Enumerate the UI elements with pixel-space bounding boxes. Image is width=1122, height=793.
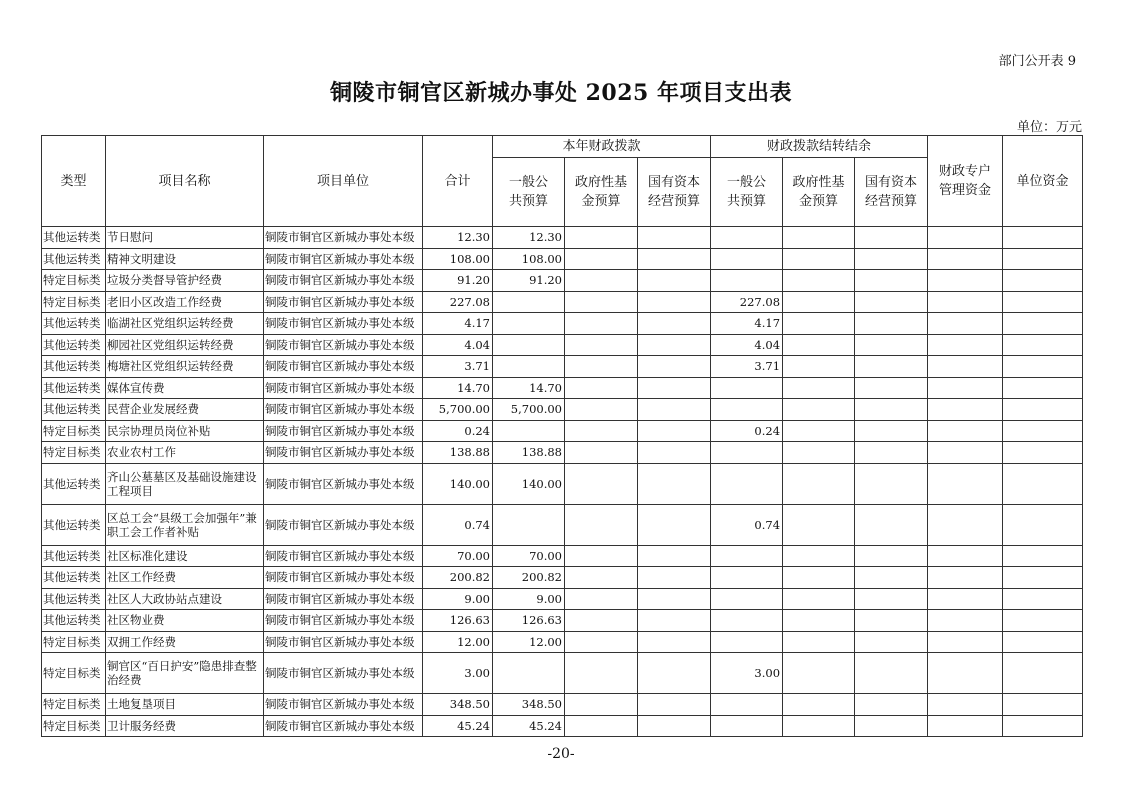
cell-total: 200.82 bbox=[423, 567, 493, 589]
cell-co-state-capital bbox=[855, 694, 928, 716]
cell-co-general-budget: 3.00 bbox=[711, 653, 783, 694]
table-row bbox=[42, 420, 1083, 442]
cell-unit-fund bbox=[1003, 227, 1083, 249]
cell-cy-general-budget: 45.24 bbox=[493, 715, 565, 737]
table-row bbox=[42, 588, 1083, 610]
cell-cy-state-capital bbox=[638, 694, 711, 716]
cell-co-gov-fund bbox=[783, 227, 855, 249]
cell-project-unit: 铜陵市铜官区新城办事处本级 bbox=[264, 270, 423, 292]
cell-co-state-capital bbox=[855, 420, 928, 442]
cell-cy-state-capital bbox=[638, 631, 711, 653]
cell-project-name: 临湖社区党组织运转经费 bbox=[106, 313, 264, 335]
cell-cy-general-budget bbox=[493, 504, 565, 545]
cell-unit-fund bbox=[1003, 463, 1083, 504]
cell-total: 14.70 bbox=[423, 377, 493, 399]
cell-co-general-budget: 4.17 bbox=[711, 313, 783, 335]
cell-cy-state-capital bbox=[638, 715, 711, 737]
cell-cy-state-capital bbox=[638, 270, 711, 292]
cell-project-name: 农业农村工作 bbox=[106, 442, 264, 464]
cell-project-unit: 铜陵市铜官区新城办事处本级 bbox=[264, 420, 423, 442]
cell-type: 特定目标类 bbox=[42, 442, 106, 464]
cell-cy-state-capital bbox=[638, 463, 711, 504]
cell-total: 4.04 bbox=[423, 334, 493, 356]
cell-type: 其他运转类 bbox=[42, 610, 106, 632]
cell-co-general-budget bbox=[711, 227, 783, 249]
cell-unit-fund bbox=[1003, 248, 1083, 270]
cell-project-unit: 铜陵市铜官区新城办事处本级 bbox=[264, 631, 423, 653]
header-carryover-group: 财政拨款结转结余 bbox=[711, 136, 928, 158]
cell-cy-general-budget bbox=[493, 356, 565, 378]
cell-unit-fund bbox=[1003, 715, 1083, 737]
cell-cy-gov-fund bbox=[565, 291, 638, 313]
cell-cy-state-capital bbox=[638, 567, 711, 589]
cell-cy-gov-fund bbox=[565, 694, 638, 716]
cell-cy-state-capital bbox=[638, 227, 711, 249]
cell-cy-gov-fund bbox=[565, 631, 638, 653]
cell-co-state-capital bbox=[855, 610, 928, 632]
cell-co-general-budget bbox=[711, 270, 783, 292]
cell-co-state-capital bbox=[855, 653, 928, 694]
cell-special-fund bbox=[928, 248, 1003, 270]
cell-co-state-capital bbox=[855, 567, 928, 589]
project-expenditure-table bbox=[41, 135, 1083, 737]
cell-cy-gov-fund bbox=[565, 588, 638, 610]
cell-co-general-budget: 3.71 bbox=[711, 356, 783, 378]
cell-co-general-budget bbox=[711, 631, 783, 653]
table-row bbox=[42, 248, 1083, 270]
cell-cy-state-capital bbox=[638, 334, 711, 356]
cell-co-gov-fund bbox=[783, 631, 855, 653]
cell-cy-gov-fund bbox=[565, 442, 638, 464]
cell-co-gov-fund bbox=[783, 567, 855, 589]
cell-cy-general-budget: 348.50 bbox=[493, 694, 565, 716]
table-row bbox=[42, 442, 1083, 464]
header-current-year-group: 本年财政拨款 bbox=[493, 136, 711, 158]
cell-cy-state-capital bbox=[638, 504, 711, 545]
cell-total: 126.63 bbox=[423, 610, 493, 632]
cell-project-unit: 铜陵市铜官区新城办事处本级 bbox=[264, 377, 423, 399]
cell-cy-general-budget: 140.00 bbox=[493, 463, 565, 504]
cell-cy-state-capital bbox=[638, 399, 711, 421]
cell-type: 特定目标类 bbox=[42, 631, 106, 653]
cell-project-unit: 铜陵市铜官区新城办事处本级 bbox=[264, 291, 423, 313]
cell-project-unit: 铜陵市铜官区新城办事处本级 bbox=[264, 567, 423, 589]
cell-co-gov-fund bbox=[783, 588, 855, 610]
cell-co-gov-fund bbox=[783, 399, 855, 421]
cell-co-state-capital bbox=[855, 442, 928, 464]
cell-type: 其他运转类 bbox=[42, 588, 106, 610]
cell-project-name: 社区人大政协站点建设 bbox=[106, 588, 264, 610]
cell-co-general-budget bbox=[711, 610, 783, 632]
cell-project-name: 齐山公墓墓区及基础设施建设工程项目 bbox=[106, 463, 264, 504]
cell-project-name: 社区物业费 bbox=[106, 610, 264, 632]
cell-type: 特定目标类 bbox=[42, 270, 106, 292]
cell-cy-general-budget: 70.00 bbox=[493, 545, 565, 567]
cell-unit-fund bbox=[1003, 545, 1083, 567]
cell-total: 45.24 bbox=[423, 715, 493, 737]
cell-co-state-capital bbox=[855, 399, 928, 421]
cell-total: 108.00 bbox=[423, 248, 493, 270]
cell-special-fund bbox=[928, 313, 1003, 335]
table-body bbox=[42, 227, 1083, 737]
cell-unit-fund bbox=[1003, 504, 1083, 545]
cell-co-state-capital bbox=[855, 715, 928, 737]
cell-type: 其他运转类 bbox=[42, 377, 106, 399]
header-co-gov-fund: 政府性基金预算 bbox=[783, 158, 855, 227]
cell-co-gov-fund bbox=[783, 463, 855, 504]
cell-cy-gov-fund bbox=[565, 610, 638, 632]
cell-cy-gov-fund bbox=[565, 545, 638, 567]
cell-co-state-capital bbox=[855, 377, 928, 399]
cell-special-fund bbox=[928, 610, 1003, 632]
table-row bbox=[42, 567, 1083, 589]
table-row bbox=[42, 334, 1083, 356]
cell-special-fund bbox=[928, 631, 1003, 653]
cell-special-fund bbox=[928, 334, 1003, 356]
cell-unit-fund bbox=[1003, 567, 1083, 589]
cell-co-gov-fund bbox=[783, 291, 855, 313]
cell-co-general-budget bbox=[711, 715, 783, 737]
cell-cy-state-capital bbox=[638, 313, 711, 335]
cell-cy-general-budget bbox=[493, 313, 565, 335]
cell-project-unit: 铜陵市铜官区新城办事处本级 bbox=[264, 399, 423, 421]
cell-cy-gov-fund bbox=[565, 313, 638, 335]
cell-unit-fund bbox=[1003, 631, 1083, 653]
cell-co-general-budget bbox=[711, 694, 783, 716]
cell-project-name: 双拥工作经费 bbox=[106, 631, 264, 653]
cell-special-fund bbox=[928, 653, 1003, 694]
cell-cy-general-budget: 12.30 bbox=[493, 227, 565, 249]
cell-co-state-capital bbox=[855, 334, 928, 356]
cell-co-gov-fund bbox=[783, 653, 855, 694]
cell-co-gov-fund bbox=[783, 356, 855, 378]
page-title: 铜陵市铜官区新城办事处 2025 年项目支出表 bbox=[329, 80, 793, 106]
cell-project-unit: 铜陵市铜官区新城办事处本级 bbox=[264, 313, 423, 335]
table-row bbox=[42, 227, 1083, 249]
cell-cy-state-capital bbox=[638, 248, 711, 270]
cell-unit-fund bbox=[1003, 334, 1083, 356]
cell-cy-state-capital bbox=[638, 420, 711, 442]
cell-cy-general-budget: 14.70 bbox=[493, 377, 565, 399]
cell-unit-fund bbox=[1003, 291, 1083, 313]
cell-cy-general-budget bbox=[493, 653, 565, 694]
cell-total: 4.17 bbox=[423, 313, 493, 335]
cell-cy-state-capital bbox=[638, 588, 711, 610]
cell-type: 其他运转类 bbox=[42, 313, 106, 335]
cell-total: 138.88 bbox=[423, 442, 493, 464]
header-cy-general-budget: 一般公共预算 bbox=[493, 158, 565, 227]
cell-unit-fund bbox=[1003, 694, 1083, 716]
cell-special-fund bbox=[928, 463, 1003, 504]
cell-co-gov-fund bbox=[783, 313, 855, 335]
header-type: 类型 bbox=[42, 136, 106, 227]
cell-total: 12.00 bbox=[423, 631, 493, 653]
cell-cy-gov-fund bbox=[565, 248, 638, 270]
cell-project-name: 民宗协理员岗位补贴 bbox=[106, 420, 264, 442]
cell-total: 0.74 bbox=[423, 504, 493, 545]
cell-type: 其他运转类 bbox=[42, 504, 106, 545]
cell-cy-state-capital bbox=[638, 442, 711, 464]
cell-unit-fund bbox=[1003, 442, 1083, 464]
cell-co-general-budget bbox=[711, 463, 783, 504]
table-row bbox=[42, 715, 1083, 737]
cell-co-general-budget bbox=[711, 588, 783, 610]
cell-type: 特定目标类 bbox=[42, 653, 106, 694]
cell-type: 其他运转类 bbox=[42, 334, 106, 356]
cell-co-gov-fund bbox=[783, 504, 855, 545]
cell-cy-gov-fund bbox=[565, 334, 638, 356]
cell-co-general-budget bbox=[711, 545, 783, 567]
cell-total: 140.00 bbox=[423, 463, 493, 504]
table-row bbox=[42, 270, 1083, 292]
cell-special-fund bbox=[928, 270, 1003, 292]
table-row bbox=[42, 399, 1083, 421]
cell-cy-gov-fund bbox=[565, 504, 638, 545]
cell-cy-gov-fund bbox=[565, 227, 638, 249]
cell-project-name: 媒体宣传费 bbox=[106, 377, 264, 399]
cell-co-state-capital bbox=[855, 545, 928, 567]
cell-co-general-budget bbox=[711, 567, 783, 589]
cell-total: 3.71 bbox=[423, 356, 493, 378]
cell-unit-fund bbox=[1003, 610, 1083, 632]
cell-project-name: 节日慰问 bbox=[106, 227, 264, 249]
cell-cy-state-capital bbox=[638, 610, 711, 632]
table-row bbox=[42, 463, 1083, 504]
cell-co-gov-fund bbox=[783, 334, 855, 356]
cell-special-fund bbox=[928, 504, 1003, 545]
cell-total: 5,700.00 bbox=[423, 399, 493, 421]
header-unit-fund: 单位资金 bbox=[1003, 136, 1083, 227]
cell-project-name: 民营企业发展经费 bbox=[106, 399, 264, 421]
cell-special-fund bbox=[928, 694, 1003, 716]
cell-unit-fund bbox=[1003, 313, 1083, 335]
header-co-state-capital: 国有资本经营预算 bbox=[855, 158, 928, 227]
header-cy-gov-fund: 政府性基金预算 bbox=[565, 158, 638, 227]
cell-co-general-budget: 0.24 bbox=[711, 420, 783, 442]
cell-cy-general-budget bbox=[493, 420, 565, 442]
cell-unit-fund bbox=[1003, 270, 1083, 292]
cell-total: 0.24 bbox=[423, 420, 493, 442]
cell-co-general-budget bbox=[711, 442, 783, 464]
cell-co-state-capital bbox=[855, 227, 928, 249]
cell-project-name: 垃圾分类督导管护经费 bbox=[106, 270, 264, 292]
cell-cy-state-capital bbox=[638, 377, 711, 399]
cell-special-fund bbox=[928, 291, 1003, 313]
cell-type: 其他运转类 bbox=[42, 248, 106, 270]
cell-project-unit: 铜陵市铜官区新城办事处本级 bbox=[264, 545, 423, 567]
table-row bbox=[42, 504, 1083, 545]
cell-project-unit: 铜陵市铜官区新城办事处本级 bbox=[264, 588, 423, 610]
cell-cy-general-budget: 108.00 bbox=[493, 248, 565, 270]
cell-type: 特定目标类 bbox=[42, 694, 106, 716]
cell-co-state-capital bbox=[855, 504, 928, 545]
cell-special-fund bbox=[928, 442, 1003, 464]
cell-special-fund bbox=[928, 715, 1003, 737]
header-co-general-budget: 一般公共预算 bbox=[711, 158, 783, 227]
cell-type: 其他运转类 bbox=[42, 463, 106, 504]
cell-cy-general-budget: 126.63 bbox=[493, 610, 565, 632]
cell-cy-gov-fund bbox=[565, 356, 638, 378]
cell-total: 12.30 bbox=[423, 227, 493, 249]
cell-cy-general-budget bbox=[493, 291, 565, 313]
cell-special-fund bbox=[928, 420, 1003, 442]
header-cy-state-capital: 国有资本经营预算 bbox=[638, 158, 711, 227]
cell-cy-state-capital bbox=[638, 653, 711, 694]
cell-co-general-budget bbox=[711, 248, 783, 270]
cell-project-unit: 铜陵市铜官区新城办事处本级 bbox=[264, 610, 423, 632]
cell-special-fund bbox=[928, 377, 1003, 399]
cell-co-general-budget bbox=[711, 399, 783, 421]
cell-type: 其他运转类 bbox=[42, 399, 106, 421]
cell-co-gov-fund bbox=[783, 610, 855, 632]
cell-project-name: 社区标准化建设 bbox=[106, 545, 264, 567]
table-row bbox=[42, 356, 1083, 378]
cell-co-state-capital bbox=[855, 248, 928, 270]
cell-co-gov-fund bbox=[783, 420, 855, 442]
cell-type: 其他运转类 bbox=[42, 356, 106, 378]
cell-co-gov-fund bbox=[783, 248, 855, 270]
cell-type: 其他运转类 bbox=[42, 545, 106, 567]
cell-special-fund bbox=[928, 356, 1003, 378]
cell-cy-general-budget bbox=[493, 334, 565, 356]
cell-co-state-capital bbox=[855, 291, 928, 313]
cell-co-gov-fund bbox=[783, 694, 855, 716]
cell-cy-state-capital bbox=[638, 291, 711, 313]
table-row bbox=[42, 545, 1083, 567]
table-row bbox=[42, 313, 1083, 335]
cell-project-unit: 铜陵市铜官区新城办事处本级 bbox=[264, 504, 423, 545]
cell-project-unit: 铜陵市铜官区新城办事处本级 bbox=[264, 715, 423, 737]
header-project-name: 项目名称 bbox=[106, 136, 264, 227]
cell-project-name: 卫计服务经费 bbox=[106, 715, 264, 737]
cell-co-state-capital bbox=[855, 463, 928, 504]
cell-project-name: 土地复垦项目 bbox=[106, 694, 264, 716]
header-special-fund: 财政专户管理资金 bbox=[928, 136, 1003, 227]
cell-cy-general-budget: 5,700.00 bbox=[493, 399, 565, 421]
table-row bbox=[42, 610, 1083, 632]
table-row bbox=[42, 694, 1083, 716]
cell-cy-gov-fund bbox=[565, 399, 638, 421]
cell-cy-gov-fund bbox=[565, 420, 638, 442]
cell-unit-fund bbox=[1003, 377, 1083, 399]
cell-co-gov-fund bbox=[783, 545, 855, 567]
cell-unit-fund bbox=[1003, 653, 1083, 694]
cell-cy-general-budget: 9.00 bbox=[493, 588, 565, 610]
cell-special-fund bbox=[928, 399, 1003, 421]
cell-total: 9.00 bbox=[423, 588, 493, 610]
cell-co-gov-fund bbox=[783, 270, 855, 292]
cell-project-unit: 铜陵市铜官区新城办事处本级 bbox=[264, 248, 423, 270]
cell-unit-fund bbox=[1003, 588, 1083, 610]
cell-co-general-budget: 0.74 bbox=[711, 504, 783, 545]
cell-type: 特定目标类 bbox=[42, 291, 106, 313]
cell-special-fund bbox=[928, 567, 1003, 589]
cell-project-unit: 铜陵市铜官区新城办事处本级 bbox=[264, 653, 423, 694]
cell-cy-gov-fund bbox=[565, 463, 638, 504]
cell-project-name: 梅塘社区党组织运转经费 bbox=[106, 356, 264, 378]
cell-cy-gov-fund bbox=[565, 377, 638, 399]
cell-project-unit: 铜陵市铜官区新城办事处本级 bbox=[264, 334, 423, 356]
table-row bbox=[42, 631, 1083, 653]
cell-special-fund bbox=[928, 545, 1003, 567]
cell-cy-state-capital bbox=[638, 356, 711, 378]
cell-project-name: 柳园社区党组织运转经费 bbox=[106, 334, 264, 356]
cell-total: 227.08 bbox=[423, 291, 493, 313]
cell-special-fund bbox=[928, 227, 1003, 249]
cell-project-unit: 铜陵市铜官区新城办事处本级 bbox=[264, 227, 423, 249]
cell-cy-general-budget: 12.00 bbox=[493, 631, 565, 653]
cell-co-state-capital bbox=[855, 631, 928, 653]
cell-co-state-capital bbox=[855, 270, 928, 292]
cell-cy-gov-fund bbox=[565, 653, 638, 694]
cell-co-general-budget: 227.08 bbox=[711, 291, 783, 313]
cell-unit-fund bbox=[1003, 399, 1083, 421]
page-number: -20- bbox=[547, 746, 575, 762]
table-row bbox=[42, 377, 1083, 399]
cell-unit-fund bbox=[1003, 420, 1083, 442]
cell-total: 3.00 bbox=[423, 653, 493, 694]
cell-co-general-budget bbox=[711, 377, 783, 399]
cell-cy-gov-fund bbox=[565, 270, 638, 292]
cell-project-unit: 铜陵市铜官区新城办事处本级 bbox=[264, 463, 423, 504]
cell-project-name: 区总工会“县级工会加强年”兼职工会工作者补贴 bbox=[106, 504, 264, 545]
cell-cy-gov-fund bbox=[565, 567, 638, 589]
cell-project-unit: 铜陵市铜官区新城办事处本级 bbox=[264, 442, 423, 464]
cell-total: 348.50 bbox=[423, 694, 493, 716]
cell-co-state-capital bbox=[855, 588, 928, 610]
header-project-unit: 项目单位 bbox=[264, 136, 423, 227]
cell-project-name: 老旧小区改造工作经费 bbox=[106, 291, 264, 313]
cell-cy-general-budget: 91.20 bbox=[493, 270, 565, 292]
table-number-label: 部门公开表 9 bbox=[998, 54, 1076, 69]
cell-type: 其他运转类 bbox=[42, 227, 106, 249]
cell-type: 其他运转类 bbox=[42, 567, 106, 589]
cell-total: 91.20 bbox=[423, 270, 493, 292]
cell-project-name: 铜官区“百日护安”隐患排查整治经费 bbox=[106, 653, 264, 694]
header-total: 合计 bbox=[423, 136, 493, 227]
cell-total: 70.00 bbox=[423, 545, 493, 567]
cell-project-unit: 铜陵市铜官区新城办事处本级 bbox=[264, 694, 423, 716]
table-row bbox=[42, 653, 1083, 694]
cell-co-gov-fund bbox=[783, 377, 855, 399]
cell-special-fund bbox=[928, 588, 1003, 610]
cell-co-gov-fund bbox=[783, 442, 855, 464]
cell-co-state-capital bbox=[855, 313, 928, 335]
cell-co-general-budget: 4.04 bbox=[711, 334, 783, 356]
cell-project-name: 精神文明建设 bbox=[106, 248, 264, 270]
table-row bbox=[42, 291, 1083, 313]
cell-type: 特定目标类 bbox=[42, 420, 106, 442]
cell-unit-fund bbox=[1003, 356, 1083, 378]
cell-co-gov-fund bbox=[783, 715, 855, 737]
cell-co-state-capital bbox=[855, 356, 928, 378]
cell-cy-general-budget: 200.82 bbox=[493, 567, 565, 589]
cell-cy-general-budget: 138.88 bbox=[493, 442, 565, 464]
cell-cy-gov-fund bbox=[565, 715, 638, 737]
cell-type: 特定目标类 bbox=[42, 715, 106, 737]
cell-cy-state-capital bbox=[638, 545, 711, 567]
unit-label: 单位：万元 bbox=[1016, 120, 1082, 135]
cell-project-unit: 铜陵市铜官区新城办事处本级 bbox=[264, 356, 423, 378]
cell-project-name: 社区工作经费 bbox=[106, 567, 264, 589]
